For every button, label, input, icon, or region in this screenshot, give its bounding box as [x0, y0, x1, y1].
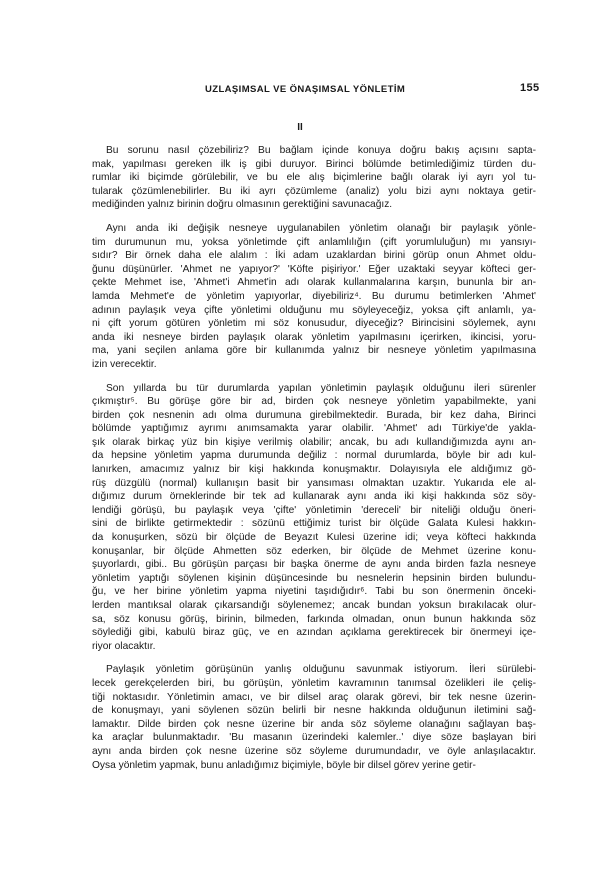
text-line: şuyorlardı, gibi.. Bu görüşün parçası bir başka önerme de aynı anda birden fazla nesneye: [92, 559, 536, 571]
text-line: da konuşurken, sözü bir ölçüde de Beyazıt Kulesi üzerine idi; veya köfteci hakkında: [92, 532, 536, 544]
text-line: yönletim yaptığı söylenen kişinin düşüncesinde bu nesnelerin hepsinin birden bulundu-: [92, 572, 536, 584]
paragraph: [92, 222, 536, 372]
text-line: söylediği gibi, kabulü biraz güç, ve en azından açıklama gerektirecek bir önermeyi içe-: [92, 627, 536, 639]
text-line: ma, yani seçilen anlama göre bir kullanımda yalnız bir nesneye yönletim yapılmasına: [92, 345, 536, 357]
text-line: lendiği görüşü, bu paylaşık veya 'çifte' yönletimin 'dereceli' bir niteliği olduğu öneri-: [92, 504, 536, 516]
text-line: de konuşmayı, yani söylenen sözün belirli bir nesne hakkında olduğunun iletimini sağ-: [92, 705, 536, 717]
text-line: ğunu düşünürler. 'Ahmet ne yapıyor?' 'Köfte pişiriyor.' Eğer uzaktaki seyyar köfteci ger-: [92, 263, 536, 275]
text-line: tim durumunun mu, yoksa yönletimde çift anlamlılığın (çift yorumluluğun) mı yansıyı-: [92, 236, 536, 248]
text-line: Oysa yönletim yapmak, bunu anladığımız biçimiyle, böyle bir dilsel görev yerine getir-: [92, 759, 476, 771]
text-line: Bu sorunu nasıl çözebiliriz? Bu bağlam içinde konuya doğru bakış açısını sapta-: [106, 145, 536, 156]
text-line: ni çift yorum götüren yönletim mi söz konusudur, diyeceğiz? Birincisini söylemek, aynı: [92, 318, 536, 330]
text-line: mediğinden yalnız birinin doğru olmasının gerektiğini savunacağız.: [92, 199, 393, 211]
text-line: anda iki nesneye birden paylaşık olarak yönletim yapılmasını içerirken, ikincisi, yoru-: [92, 331, 536, 343]
text-line: konuşanlar, bir ölçüde Ahmetten söz ederken, bir ölçüde de Mehmet üzerine konu-: [92, 545, 536, 557]
text-line: birden çok nesnenin adı olma durumuna girebilmektedir. Burada, bir kez daha, Birinci: [92, 409, 536, 421]
text-line: tularak çözümlenebilirler. Bu iki ayrı çözümleme (analiz) yolu bizi aynı noktaya getir-: [92, 185, 536, 197]
text-line: izin verecektir.: [92, 358, 157, 370]
body-text: [92, 144, 536, 782]
text-line: lerden mantıksal olarak çıkarsandığı söylenemez; ancak bundan yoksun bırakılacak olur-: [92, 600, 536, 611]
text-line: bölümde yaptığımız ayrımı anımsamakta yarar olabilir. 'Ahmet' adı Türkiye'de yakla-: [92, 423, 536, 435]
text-line: aynı anda birden çok nesne üzerine söz söyleme durumundadır, ve öyle anlaşılacaktır.: [92, 745, 536, 757]
text-line: riyor olacaktır.: [92, 640, 156, 652]
paragraph: [92, 144, 536, 212]
text-line: şık olarak birkaç yüz bin kişiye verilmiş olabilir; ancak, bu adı kullandığımızda aynı an-: [92, 436, 536, 448]
running-header: [0, 82, 600, 98]
text-line: lanırken, amacımız yalnız bir kişi hakkında konuşmaktır. Dolayısıyla ele aldığımız gö-: [92, 464, 536, 476]
text-line: ğu, ve her birine yönletim yapma niyetini taşıdığıdır⁶. Tabi bu son önermenin önceki-: [92, 586, 536, 598]
paragraph: [92, 382, 536, 654]
text-line: Son yıllarda bu tür durumlarda yapılan yönletimin paylaşık olduğunu ileri sürenler: [106, 382, 536, 394]
page-number: 155: [520, 82, 540, 94]
section-number: II: [297, 122, 303, 133]
text-line: lamda Mehmet'e de yönletim yapıyorlar, diyebiliriz⁴. Bu durumu betimlerken 'Ahmet': [92, 290, 536, 302]
text-line: tiği noktasıdır. Yönletimin amacı, ve bir dilsel araç olarak görevi, bir tek nesne üzerin-: [92, 691, 536, 703]
text-line: ka araçlar bulunmaktadır. 'Bu masanın üzerindeki kalemler..' diye söze başlayan biri: [92, 732, 536, 744]
text-line: sıdır? Bir örnek daha ele alalım : İki adam uzaklardan birini görüp onun Ahmet oldu-: [92, 250, 536, 262]
text-line: çıkmıştır⁵. Bu görüşe göre bir ad, birden çok nesneye yönletim yapabilmekte, yani: [92, 396, 536, 408]
text-line: rumlar iki biçimde görülebilir, ve bu ele alış biçimlerine bağlı olarak iyi ayrı yol tu-: [92, 172, 536, 184]
text-line: mak, yapılması gereken ilk iş gibi duruyor. Birinci bölümde betimlediğimiz türden du-: [92, 158, 536, 170]
text-line: Paylaşık yönletim görüşünün yanlış olduğunu savunmak istiyorum. İleri sürülebi-: [106, 664, 536, 676]
text-line: Aynı anda iki değişik nesneye uygulanabilen yönletim olanağı bir paylaşık yönle-: [106, 222, 536, 234]
text-line: çekte Mehmet ise, 'Ahmet'i Ahmet'in adı olarak kullanmalarına karşın, bununla bir an-: [92, 277, 536, 289]
text-line: da hepsine yönletim yapma durumunda değiliz : normal durumlarda, böyle bir adı kul-: [92, 450, 536, 462]
text-line: adının paylaşık veya çifte yönletimi olduğunu mu söyleyeceğiz, yoksa çift anlamlı, ya-: [92, 304, 536, 316]
text-line: lecek gerekçelerden biri, bu görüşün, yönletim kavramının tanımsal özelikleri ile çeliş-: [92, 677, 536, 689]
text-line: sini de birlikte getirmektedir : sözünü ettiğimiz turist bir ölçüde Galata Kulesi hakkın-: [92, 518, 536, 530]
text-line: dığımız durum örneklerinde bir tek ad kullanarak aynı anda iki kişi hakkında söz söy-: [92, 491, 536, 503]
paragraph: [92, 663, 536, 772]
text-line: lamaktır. Dilde birden çok nesne üzerine bir anda söz söyleme olanağını sağlayan baş-: [92, 718, 536, 730]
running-title: UZLAŞIMSAL VE ÖNAŞIMSAL YÖNLETİM: [205, 84, 406, 95]
text-line: rüş düzgülü (normal) kullanışın basit bir yansıması olmaktan uzaktır. Yukarıda ele al-: [92, 477, 536, 489]
text-line: sa, söz konusu görüş, birinin, bilmeden, farkında olmadan, onun bunun hakkında söz: [92, 613, 536, 625]
